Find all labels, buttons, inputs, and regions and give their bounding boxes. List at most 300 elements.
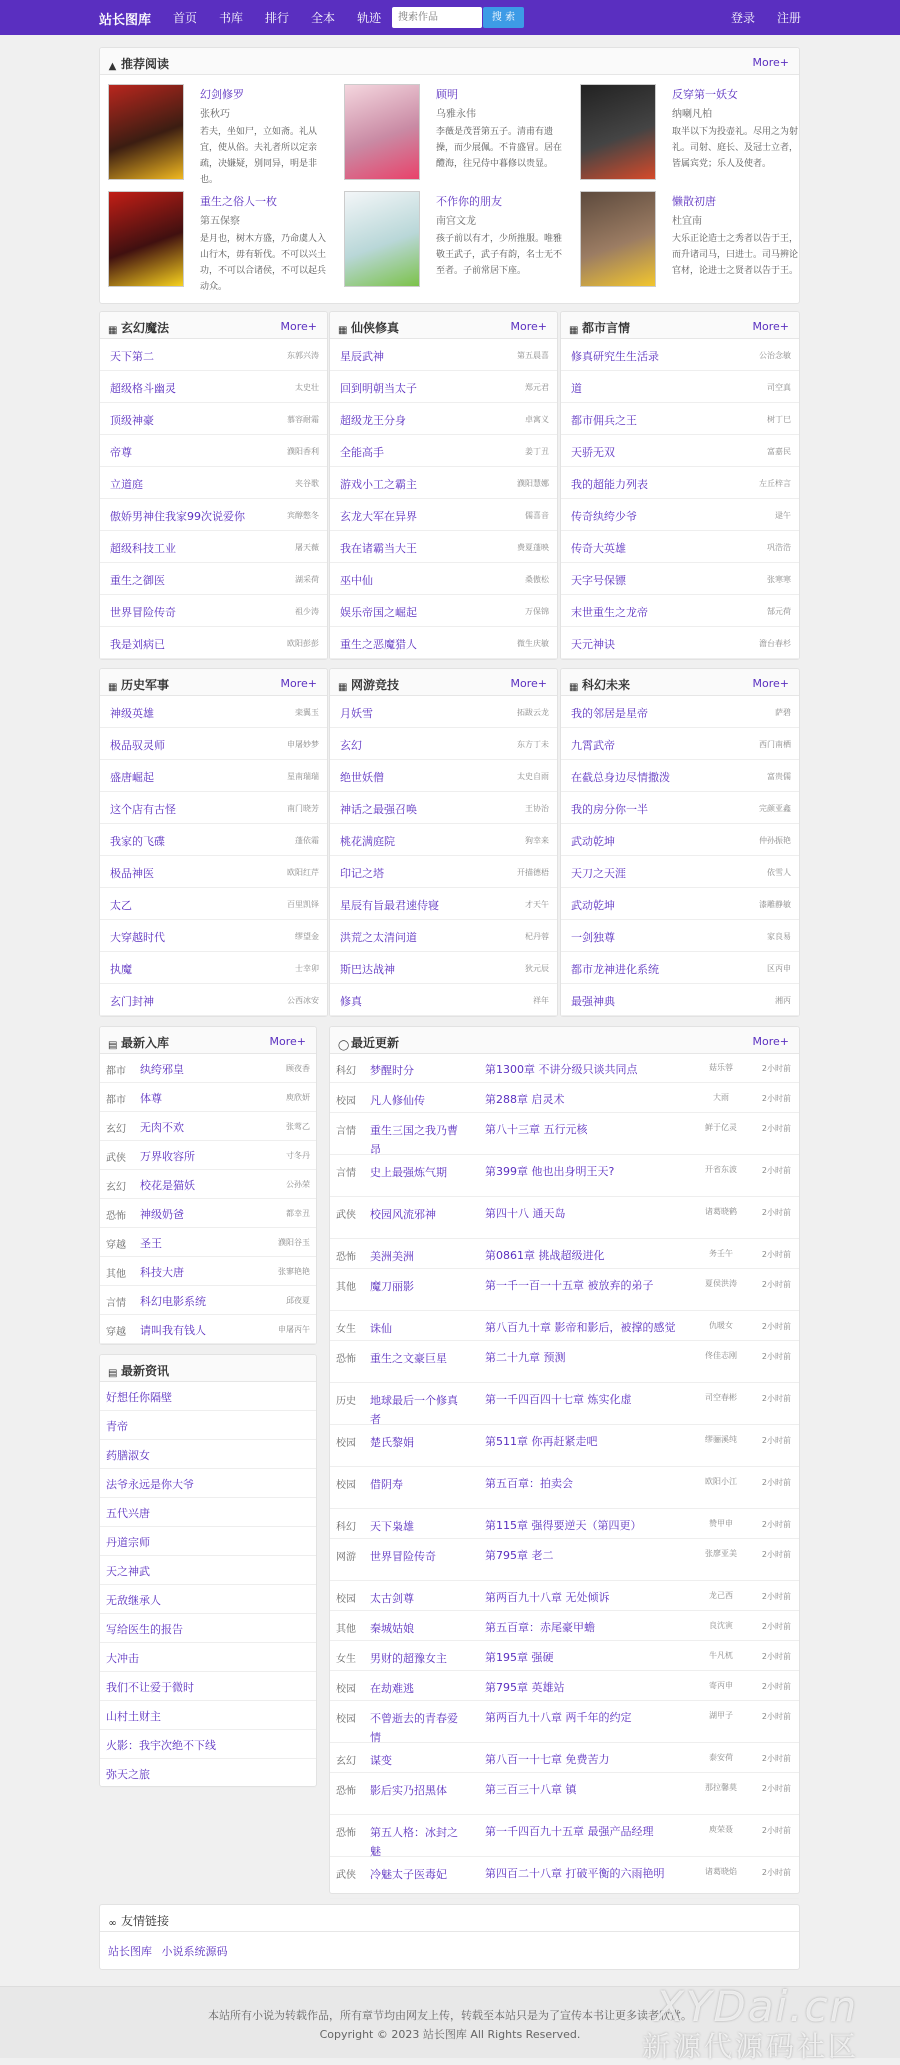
update-row[interactable] [330, 1198, 799, 1239]
news-row[interactable] [100, 1614, 316, 1643]
book-title[interactable]: 反穿第一妖女 [672, 88, 738, 101]
new-book-row[interactable] [100, 1112, 316, 1141]
book-row[interactable] [561, 372, 799, 403]
book-row[interactable] [330, 372, 557, 403]
book-description: 孩子前以有才，少所推服。唯雅敬王武子，武子有韵，名士无不至者。子前常居下座。 [436, 234, 563, 276]
book-row[interactable] [330, 985, 557, 1016]
search-button[interactable]: 搜 索 [483, 7, 524, 28]
book-name[interactable]: 游戏小工之霸主 [340, 478, 417, 491]
book-name[interactable]: 史上最强炼气期 [370, 1166, 447, 1179]
book-name[interactable]: 无肉不欢 [140, 1121, 184, 1134]
book-name[interactable]: 请叫我有钱人 [140, 1324, 206, 1337]
news-row[interactable] [100, 1585, 316, 1614]
book-name[interactable]: 武动乾坤 [571, 835, 615, 848]
book-row[interactable] [330, 404, 557, 435]
book-row[interactable] [330, 761, 557, 792]
book-name[interactable]: 盛唐崛起 [110, 771, 154, 784]
nav-library[interactable]: 书库 [219, 11, 244, 25]
book-author: 逯午 [775, 511, 791, 520]
book-name[interactable]: 魔刀丽影 [370, 1280, 414, 1293]
book-row[interactable] [330, 825, 557, 856]
book-row[interactable] [100, 729, 327, 760]
book-cover-image[interactable] [580, 191, 656, 287]
book-name[interactable]: 极品驭灵师 [110, 739, 165, 752]
chapter-link[interactable]: 第五百章：赤尾豪甲蟾 [485, 1621, 595, 1634]
book-name[interactable]: 娱乐帝国之崛起 [340, 606, 417, 619]
book-name[interactable]: 重生之文豪巨星 [370, 1352, 447, 1365]
book-row[interactable] [561, 857, 799, 888]
book-name[interactable]: 极品神医 [110, 867, 154, 880]
book-row[interactable] [561, 953, 799, 984]
book-name[interactable]: 最强神典 [571, 995, 615, 1008]
chapter-link[interactable]: 第288章 启灵术 [485, 1093, 565, 1106]
update-row[interactable] [330, 1582, 799, 1611]
book-cover-image[interactable] [108, 191, 184, 287]
chapter-link[interactable]: 第一千四百九十五章 最强产品经理 [485, 1825, 654, 1838]
book-card[interactable] [108, 191, 328, 291]
book-name[interactable]: 我的邻居是星帝 [571, 707, 648, 720]
category-more-link[interactable]: More+ [510, 677, 547, 690]
book-name[interactable]: 重生之恶魔猎人 [340, 638, 417, 651]
book-name[interactable]: 星辰有旨最君速侍寝 [340, 899, 439, 912]
book-name[interactable]: 梦醒时分 [370, 1064, 414, 1077]
book-row[interactable] [100, 468, 327, 499]
book-name[interactable]: 世界冒险传奇 [110, 606, 176, 619]
book-name[interactable]: 修真 [340, 995, 362, 1008]
book-row[interactable] [330, 921, 557, 952]
book-name[interactable]: 执魔 [110, 963, 132, 976]
news-row[interactable] [100, 1643, 316, 1672]
book-row[interactable] [330, 793, 557, 824]
book-name[interactable]: 传奇大英雄 [571, 542, 626, 555]
update-row[interactable] [330, 1540, 799, 1581]
book-card[interactable] [580, 191, 800, 291]
book-row[interactable] [100, 889, 327, 920]
book-row[interactable] [561, 825, 799, 856]
update-row[interactable] [330, 1426, 799, 1467]
news-link[interactable]: 好想任你隔壁 [106, 1391, 172, 1404]
book-name[interactable]: 我是刘病已 [110, 638, 165, 651]
news-link[interactable]: 天之神武 [106, 1565, 150, 1578]
update-row[interactable] [330, 1342, 799, 1383]
book-name[interactable]: 第五人格：冰封之魅 [370, 1826, 458, 1858]
book-name[interactable]: 凡人修仙传 [370, 1094, 425, 1107]
news-row[interactable] [100, 1498, 316, 1527]
update-row[interactable] [330, 1612, 799, 1641]
book-row[interactable] [100, 340, 327, 371]
new-book-row[interactable] [100, 1054, 316, 1083]
update-row[interactable] [330, 1054, 799, 1083]
chapter-link[interactable]: 第四百二十八章 打破平衡的六雨艳明 [485, 1867, 665, 1880]
book-category: 网游 [336, 1552, 356, 1563]
book-row[interactable] [100, 697, 327, 728]
update-row[interactable] [330, 1312, 799, 1341]
book-row[interactable] [100, 985, 327, 1016]
update-row[interactable] [330, 1240, 799, 1269]
book-name[interactable]: 诛仙 [370, 1322, 392, 1335]
book-card[interactable] [344, 191, 564, 291]
book-name[interactable]: 这个店有古怪 [110, 803, 176, 816]
nav-complete[interactable]: 全本 [311, 11, 336, 25]
book-author: 佟佳志刚 [705, 1351, 737, 1360]
news-row[interactable] [100, 1440, 316, 1469]
book-category: 其他 [336, 1282, 356, 1293]
news-link[interactable]: 青帝 [106, 1420, 128, 1433]
book-name[interactable]: 纨绔邪皇 [140, 1063, 184, 1076]
book-row[interactable] [561, 697, 799, 728]
news-row[interactable] [100, 1527, 316, 1556]
update-row[interactable] [330, 1384, 799, 1425]
book-name[interactable]: 玄龙大军在异界 [340, 510, 417, 523]
book-row[interactable] [100, 825, 327, 856]
book-row[interactable] [330, 532, 557, 563]
book-name[interactable]: 地球最后一个修真者 [370, 1394, 458, 1426]
book-category: 女生 [336, 1324, 356, 1335]
update-time: 2小时前 [761, 1166, 791, 1175]
new-books-more-link[interactable]: More+ [269, 1035, 306, 1048]
book-title[interactable]: 幻剑修罗 [200, 88, 244, 101]
book-name[interactable]: 洪荒之太清问道 [340, 931, 417, 944]
site-logo[interactable]: 站长图库 [99, 13, 152, 28]
book-name[interactable]: 我在诸霸当大王 [340, 542, 417, 555]
book-row[interactable] [330, 697, 557, 728]
book-row[interactable] [561, 532, 799, 563]
book-cover-image[interactable] [580, 84, 656, 180]
book-row[interactable] [100, 436, 327, 467]
book-name[interactable]: 月妖雪 [340, 707, 373, 720]
news-row[interactable] [100, 1672, 316, 1701]
book-row[interactable] [100, 500, 327, 531]
new-book-row[interactable] [100, 1228, 316, 1257]
book-name[interactable]: 天元神诀 [571, 638, 615, 651]
news-link[interactable]: 药膳淑女 [106, 1449, 150, 1462]
book-row[interactable] [100, 857, 327, 888]
nav-rank[interactable]: 排行 [265, 11, 290, 25]
chapter-link[interactable]: 第399章 他也出身明王天? [485, 1165, 615, 1178]
book-name[interactable]: 末世重生之龙帝 [571, 606, 648, 619]
news-link[interactable]: 火影：我宇次绝不下线 [106, 1739, 216, 1752]
update-time: 2小时前 [761, 1520, 791, 1529]
book-name[interactable]: 楚氏黎娟 [370, 1436, 414, 1449]
update-row[interactable] [330, 1156, 799, 1197]
book-row[interactable] [330, 857, 557, 888]
friend-link[interactable]: 小说系统源码 [161, 1945, 228, 1958]
update-row[interactable] [330, 1114, 799, 1155]
book-name[interactable]: 神级英雄 [110, 707, 154, 720]
book-name[interactable]: 男财的超豫女主 [370, 1652, 447, 1665]
book-row[interactable] [561, 889, 799, 920]
book-name[interactable]: 巫中仙 [340, 574, 373, 587]
book-cover-image[interactable] [108, 84, 184, 180]
book-name[interactable]: 太乙 [110, 899, 132, 912]
book-name[interactable]: 太古剑尊 [370, 1592, 414, 1605]
book-name[interactable]: 我家的飞碟 [110, 835, 165, 848]
chapter-link[interactable]: 第0861章 挑战超级进化 [485, 1249, 605, 1262]
news-link[interactable]: 法爷永远是你大爷 [106, 1478, 194, 1491]
book-name[interactable]: 玄门封神 [110, 995, 154, 1008]
book-name[interactable]: 重生三国之我乃曹昂 [370, 1124, 458, 1156]
category-more-link[interactable]: More+ [752, 320, 789, 333]
book-name[interactable]: 传奇纨绔少爷 [571, 510, 637, 523]
nav-home[interactable]: 首页 [173, 11, 198, 25]
book-name[interactable]: 全能高手 [340, 446, 384, 459]
update-row[interactable] [330, 1510, 799, 1539]
book-name[interactable]: 武动乾坤 [571, 899, 615, 912]
book-title[interactable]: 顾明 [436, 88, 458, 101]
book-name[interactable]: 超级科技工业 [110, 542, 176, 555]
book-name[interactable]: 圣王 [140, 1237, 162, 1250]
update-time: 2小时前 [761, 1064, 791, 1073]
news-row[interactable] [100, 1382, 316, 1411]
new-book-row[interactable] [100, 1083, 316, 1112]
book-title[interactable]: 重生之俗人一枚 [200, 195, 277, 208]
book-name[interactable]: 神话之最强召唤 [340, 803, 417, 816]
news-link[interactable]: 丹道宗师 [106, 1536, 150, 1549]
news-row[interactable] [100, 1469, 316, 1498]
chapter-link[interactable]: 第八百九十章 影帝和影后，被撑的感觉 [485, 1321, 676, 1334]
book-name[interactable]: 超级龙王分身 [340, 414, 406, 427]
book-name[interactable]: 科技大唐 [140, 1266, 184, 1279]
book-name[interactable]: 超级格斗幽灵 [110, 382, 176, 395]
register-link[interactable]: 注册 [777, 11, 802, 25]
chapter-link[interactable]: 第四十八 通天岛 [485, 1207, 566, 1220]
book-author: 狄元辰 [525, 964, 549, 973]
book-name[interactable]: 立道庭 [110, 478, 143, 491]
book-name[interactable]: 天下枭雄 [370, 1520, 414, 1533]
category-more-link[interactable]: More+ [280, 320, 317, 333]
book-name[interactable]: 秦城姑娘 [370, 1622, 414, 1635]
book-row[interactable] [330, 628, 557, 659]
new-book-row[interactable] [100, 1315, 316, 1344]
category-header [100, 312, 327, 339]
updates-more-link[interactable]: More+ [752, 1035, 789, 1048]
book-row[interactable] [561, 564, 799, 595]
new-book-row[interactable] [100, 1286, 316, 1315]
book-card[interactable] [344, 84, 564, 184]
book-row[interactable] [330, 468, 557, 499]
new-book-row[interactable] [100, 1257, 316, 1286]
chapter-link[interactable]: 第795章 老二 [485, 1549, 554, 1562]
category-more-link[interactable]: More+ [752, 677, 789, 690]
book-author: 家良易 [767, 932, 791, 941]
category-more-link[interactable]: More+ [280, 677, 317, 690]
book-row[interactable] [561, 729, 799, 760]
book-name[interactable]: 一剑独尊 [571, 931, 615, 944]
book-name[interactable]: 天骄无双 [571, 446, 615, 459]
book-name[interactable]: 影后实乃招黑体 [370, 1784, 447, 1797]
book-row[interactable] [561, 500, 799, 531]
update-row[interactable] [330, 1744, 799, 1773]
book-author: 张莺乙 [286, 1122, 310, 1131]
update-row[interactable] [330, 1270, 799, 1311]
book-name[interactable]: 回到明朝当太子 [340, 382, 417, 395]
book-name[interactable]: 校园风流邪神 [370, 1208, 436, 1221]
category-panel [99, 311, 328, 660]
new-books-panel [99, 1026, 317, 1345]
book-author: 杜宜南 [672, 216, 702, 227]
book-author: 左丘梓言 [759, 479, 791, 488]
book-row[interactable] [561, 985, 799, 1016]
book-row[interactable] [100, 628, 327, 659]
update-row[interactable] [330, 1084, 799, 1113]
book-row[interactable] [330, 564, 557, 595]
book-row[interactable] [330, 953, 557, 984]
book-name[interactable]: 天下第二 [110, 350, 154, 363]
new-book-row[interactable] [100, 1141, 316, 1170]
book-name[interactable]: 世界冒险传奇 [370, 1550, 436, 1563]
news-row[interactable] [100, 1556, 316, 1585]
book-name[interactable]: 星辰武神 [340, 350, 384, 363]
book-name[interactable]: 谋变 [370, 1754, 392, 1767]
news-link[interactable]: 弥天之旅 [106, 1768, 150, 1781]
book-name[interactable]: 大穿越时代 [110, 931, 165, 944]
book-name[interactable]: 帝尊 [110, 446, 132, 459]
book-name[interactable]: 在截总身边尽情撒泼 [571, 771, 670, 784]
book-name[interactable]: 印记之塔 [340, 867, 384, 880]
book-name[interactable]: 我的超能力列表 [571, 478, 648, 491]
book-name[interactable]: 傲娇男神住我家99次说爱你 [110, 510, 245, 523]
book-card[interactable] [580, 84, 800, 184]
chapter-link[interactable]: 第1300章 不讲分级只谈共同点 [485, 1063, 638, 1076]
update-row[interactable] [330, 1642, 799, 1671]
update-row[interactable] [330, 1672, 799, 1701]
book-name[interactable]: 不曾逝去的青春爱情 [370, 1712, 458, 1744]
book-row[interactable] [330, 596, 557, 627]
update-row[interactable] [330, 1702, 799, 1743]
news-link[interactable]: 大冲击 [106, 1652, 139, 1665]
news-link[interactable]: 无敌继承人 [106, 1594, 161, 1607]
news-row[interactable] [100, 1730, 316, 1759]
search-input[interactable] [392, 7, 482, 28]
book-name[interactable]: 重生之御医 [110, 574, 165, 587]
book-row[interactable] [330, 436, 557, 467]
book-name[interactable]: 九霄武帝 [571, 739, 615, 752]
book-cover-image[interactable] [344, 84, 420, 180]
book-row[interactable] [100, 564, 327, 595]
update-row[interactable] [330, 1816, 799, 1857]
book-name[interactable]: 借阴寿 [370, 1478, 403, 1491]
book-name[interactable]: 都市佣兵之王 [571, 414, 637, 427]
book-row[interactable] [561, 793, 799, 824]
nav-history[interactable]: 轨迹 [357, 11, 382, 25]
chapter-link[interactable]: 第三百三十八章 镇 [485, 1783, 577, 1796]
book-row[interactable] [561, 468, 799, 499]
book-name[interactable]: 道 [571, 382, 582, 395]
chapter-link[interactable]: 第511章 你再赶紧走吧 [485, 1435, 598, 1448]
recommend-more-link[interactable]: More+ [752, 56, 789, 69]
update-row[interactable] [330, 1774, 799, 1815]
book-author: 第五保察 [200, 216, 240, 227]
chapter-link[interactable]: 第195章 强硬 [485, 1651, 554, 1664]
chapter-link[interactable]: 第两百九十八章 两千年的约定 [485, 1711, 632, 1724]
book-row[interactable] [561, 628, 799, 659]
book-name[interactable]: 美洲美洲 [370, 1250, 414, 1263]
book-row[interactable] [330, 729, 557, 760]
login-link[interactable]: 登录 [731, 11, 756, 25]
book-name[interactable]: 都市龙神进化系统 [571, 963, 659, 976]
book-name[interactable]: 天字号保镖 [571, 574, 626, 587]
news-link[interactable]: 写给医生的报告 [106, 1623, 183, 1636]
book-row[interactable] [561, 596, 799, 627]
book-row[interactable] [561, 404, 799, 435]
book-card[interactable] [108, 84, 328, 184]
book-row[interactable] [100, 953, 327, 984]
book-name[interactable]: 我的房分你一半 [571, 803, 648, 816]
book-name[interactable]: 万界收容所 [140, 1150, 195, 1163]
book-row[interactable] [330, 340, 557, 371]
book-name[interactable]: 桃花满庭院 [340, 835, 395, 848]
book-row[interactable] [561, 761, 799, 792]
book-name[interactable]: 体尊 [140, 1092, 162, 1105]
book-name[interactable]: 神级奶爸 [140, 1208, 184, 1221]
book-name[interactable]: 玄幻 [340, 739, 362, 752]
book-name[interactable]: 绝世妖僧 [340, 771, 384, 784]
update-time: 2小时前 [761, 1394, 791, 1403]
chapter-link[interactable]: 第115章 强得要逆天（第四更） [485, 1519, 642, 1532]
chapter-link[interactable]: 第一千一百一十五章 被放弃的弟子 [485, 1279, 654, 1292]
book-name[interactable]: 天刀之天涯 [571, 867, 626, 880]
news-row[interactable] [100, 1411, 316, 1440]
book-row[interactable] [100, 793, 327, 824]
book-row[interactable] [330, 889, 557, 920]
news-row[interactable] [100, 1759, 316, 1788]
new-book-row[interactable] [100, 1170, 316, 1199]
book-row[interactable] [561, 436, 799, 467]
book-name[interactable]: 斯巴达战神 [340, 963, 395, 976]
news-link[interactable]: 山村土财主 [106, 1710, 161, 1723]
book-row[interactable] [100, 761, 327, 792]
book-row[interactable] [100, 596, 327, 627]
friend-link[interactable]: 站长图库 [108, 1945, 152, 1958]
chapter-link[interactable]: 第五百章：拍卖会 [485, 1477, 573, 1490]
book-row[interactable] [330, 500, 557, 531]
book-row[interactable] [100, 404, 327, 435]
book-title[interactable]: 不作你的朋友 [436, 195, 502, 208]
book-name[interactable]: 顶级神豪 [110, 414, 154, 427]
new-book-row[interactable] [100, 1199, 316, 1228]
book-row[interactable] [100, 921, 327, 952]
chapter-link[interactable]: 第二十九章 预测 [485, 1351, 566, 1364]
book-row[interactable] [561, 340, 799, 371]
update-time: 2小时前 [761, 1826, 791, 1835]
chapter-link[interactable]: 第两百九十八章 无处倾诉 [485, 1591, 610, 1604]
book-row[interactable] [561, 921, 799, 952]
book-cover-image[interactable] [344, 191, 420, 287]
book-name[interactable]: 在劫难逃 [370, 1682, 414, 1695]
chapter-link[interactable]: 第一千四百四十七章 炼实化虚 [485, 1393, 632, 1406]
book-name[interactable]: 修真研究生生活录 [571, 350, 659, 363]
category-title-wrap [108, 319, 169, 336]
news-panel [99, 1354, 317, 1787]
news-row[interactable] [100, 1701, 316, 1730]
chapter-link[interactable]: 第八十三章 五行元核 [485, 1123, 588, 1136]
chapter-link[interactable]: 第795章 英雄站 [485, 1681, 565, 1694]
category-panel [560, 311, 800, 660]
chapter-link[interactable]: 第八百一十七章 免费苦力 [485, 1753, 610, 1766]
news-link[interactable]: 我们不让爱于微时 [106, 1681, 194, 1694]
category-more-link[interactable]: More+ [510, 320, 547, 333]
book-row[interactable] [100, 532, 327, 563]
update-row[interactable] [330, 1858, 799, 1899]
news-link[interactable]: 五代兴唐 [106, 1507, 150, 1520]
book-category: 校园 [336, 1684, 356, 1695]
book-name[interactable]: 科幻电影系统 [140, 1295, 206, 1308]
book-name[interactable]: 校花是猫妖 [140, 1179, 195, 1192]
book-row[interactable] [100, 372, 327, 403]
update-row[interactable] [330, 1468, 799, 1509]
book-title[interactable]: 懒散初唐 [672, 195, 716, 208]
book-name[interactable]: 冷魅太子医毒妃 [370, 1868, 447, 1881]
